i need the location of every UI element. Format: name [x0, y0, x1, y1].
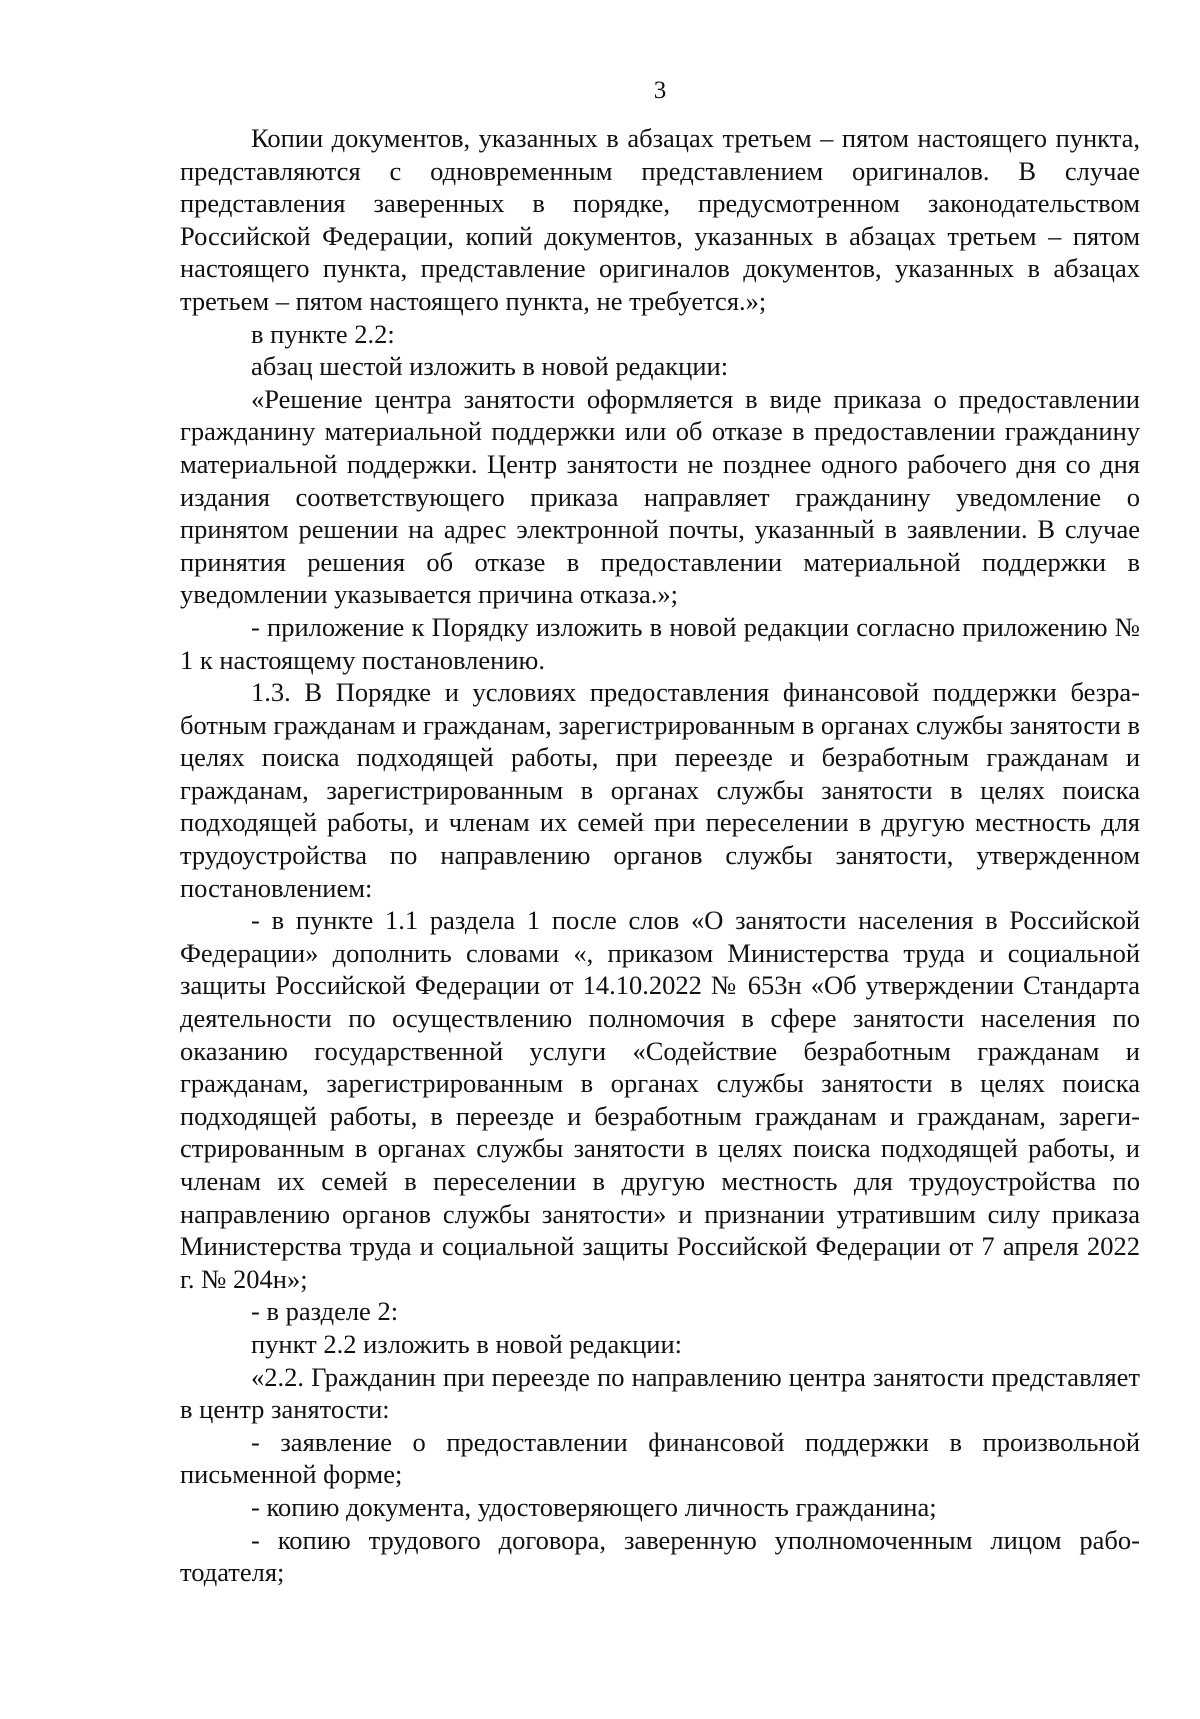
paragraph: Копии документов, указанных в абзацах третьем – пятом настоящего пункта, представляются с одновременным представлением оригиналов. В случае представления заверенных в порядке, предусмотренном законодательством Российской Федерации, копий документов, указанных в абзацах третьем – пятом настоящего пункта, представление оригиналов документов, указанных в абзацах третьем – пятом настоящего пункта, не требуется.»;	[180, 123, 1140, 316]
paragraph: - в пункте 1.1 раздела 1 после слов «О занятости населения в Российской Федерации» дополнить словами «, приказом Министерства труда и социальной защиты Российской Федерации от 14.10.2022 № 653н «Об утверждении Стандарта деятельности по осуществлению полномочия в сфере занятости населения по оказанию государственной услуги «Содействие безработным гражданам и гражданам, зарегистрированным в органах службы занятости в целях поиска подходящей работы, в переезде и безработным гражданам и гражданам, зарегистрированным в органах службы занятости в целях поиска подходящей работы, и членам их семей в переселении в другую местность для трудоустройства по направлению органов службы занятости» и признании утратившим силу приказа Министерства труда и социальной защиты Российской Федерации от 7 апреля 2022 г. № 204н»;	[180, 905, 1140, 1294]
document-body	[180, 122, 1140, 1589]
paragraph: пункт 2.2 изложить в новой редакции:	[251, 1328, 682, 1359]
paragraph: в пункте 2.2:	[251, 318, 395, 349]
paragraph: абзац шестой изложить в новой редакции:	[251, 351, 729, 382]
paragraph: 1.3. В Порядке и условиях предоставления финансовой поддержки безработным гражданам и гражданам, зарегистрированным в органах службы занятости в целях поиска подходящей работы, при переезде и безработным гражданам и гражданам, зарегистрированным в органах службы занятости в целях поиска подходящей работы, и членам их семей при переселении в другую местность для трудоустройства по направлению органов службы занятости, утвержденном постановлением:	[180, 677, 1140, 903]
paragraph: - приложение к Порядку изложить в новой редакции согласно приложению № 1 к настоящему постановлению.	[180, 611, 1140, 675]
paragraph: «2.2. Гражданин при переезде по направлению центра занятости представляет в центр занятости:	[180, 1361, 1140, 1425]
page-number: 3	[653, 77, 667, 104]
paragraph: - копию документа, удостоверяющего личность гражданина;	[251, 1491, 937, 1522]
paragraph: «Решение центра занятости оформляется в виде приказа о предоставлении гражданину материальной поддержки или об отказе в предоставлении гражданину материальной поддержки. Центр занятости не позднее одного рабочего дня со дня издания соответствующего приказа направляет гражданину уведомление о принятом решении на адрес электронной почты, указанный в заявлении. В случае принятия решения об отказе в предоставлении материальной поддержки в уведомлении указывается причина отказа.»;	[180, 383, 1140, 610]
paragraph: - заявление о предоставлении финансовой поддержки в произвольной письменной форме;	[180, 1426, 1140, 1490]
paragraph: - копию трудового договора, заверенную уполномоченным лицом работодателя;	[180, 1524, 1140, 1588]
paragraph: - в разделе 2:	[251, 1296, 399, 1327]
